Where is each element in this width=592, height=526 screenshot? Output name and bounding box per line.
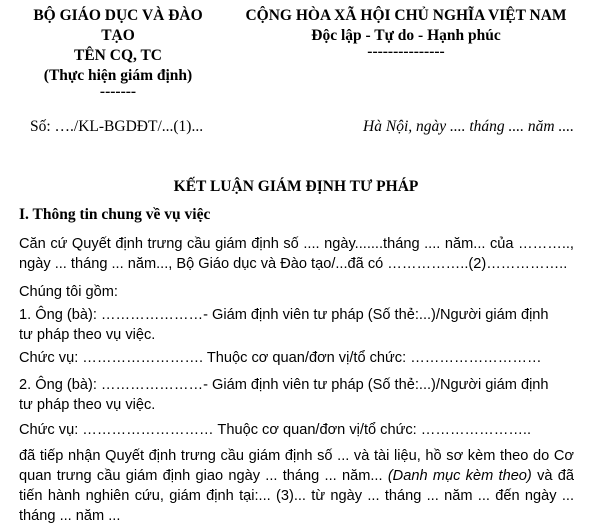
national-motto: Độc lập - Tự do - Hạnh phúc bbox=[311, 27, 501, 44]
left-divider: ------- bbox=[99, 83, 137, 100]
person-2-line: 2. Ông (bà): …………………- Giám định viên tư pháp (Số thẻ:...)/Người giám định bbox=[19, 377, 549, 393]
right-divider: --------------- bbox=[367, 43, 445, 60]
issuing-body-block bbox=[24, 6, 212, 98]
national-header-block bbox=[230, 6, 582, 58]
received-paragraph bbox=[19, 446, 574, 526]
person-2-position: Chức vụ: ……………………… Thuộc cơ quan/đơn vị/tổ chức: ………………….. bbox=[19, 422, 532, 438]
country-name: CỘNG HÒA XÃ HỘI CHỦ NGHĨA VIỆT NAM bbox=[245, 7, 567, 24]
received-text-part2: và đã tiến hành nghiên cứu, giám định tại:... (3)... từ ngày ... tháng ... năm ... đến ngày ... tháng ... năm ... bbox=[19, 468, 574, 524]
document-title: KẾT LUẬN GIÁM ĐỊNH TƯ PHÁP bbox=[173, 178, 419, 195]
ministry-name-line2: TẠO bbox=[101, 27, 135, 44]
section-1-heading: I. Thông tin chung về vụ việc bbox=[19, 206, 211, 223]
received-text-part1: đã tiếp nhận Quyết định trưng cầu giám định số ... và tài liệu, hồ sơ kèm theo do Cơ quan trưng cầu giám định giao ngày ... tháng ... năm... bbox=[19, 448, 574, 484]
members-intro: Chúng tôi gồm: bbox=[19, 284, 118, 300]
person-2-line-cont: tư pháp theo vụ việc. bbox=[19, 397, 156, 413]
agency-name: TÊN CQ, TC bbox=[74, 47, 162, 64]
basis-paragraph: Căn cứ Quyết định trưng cầu giám định số .... ngày.......tháng .... năm... của ……….., ngày ... tháng ... năm..., Bộ Giáo dục và Đào tạo/...đã có ……………..(2)…………….. bbox=[19, 236, 574, 272]
attachment-list-note: (Danh mục kèm theo) bbox=[387, 468, 532, 484]
person-1-line: 1. Ông (bà): …………………- Giám định viên tư pháp (Số thẻ:...)/Người giám định bbox=[19, 307, 549, 323]
place-and-date: Hà Nội, ngày .... tháng .... năm .... bbox=[363, 118, 574, 135]
person-1-line-cont: tư pháp theo vụ việc. bbox=[19, 327, 156, 343]
document-number: Số: …./KL-BGDĐT/...(1)... bbox=[30, 118, 204, 135]
agency-role: (Thực hiện giám định) bbox=[43, 67, 193, 84]
person-1-position: Chức vụ: ……………………. Thuộc cơ quan/đơn vị/tổ chức: ……………………… bbox=[19, 350, 542, 366]
ministry-name-line1: BỘ GIÁO DỤC VÀ ĐÀO bbox=[33, 7, 203, 24]
